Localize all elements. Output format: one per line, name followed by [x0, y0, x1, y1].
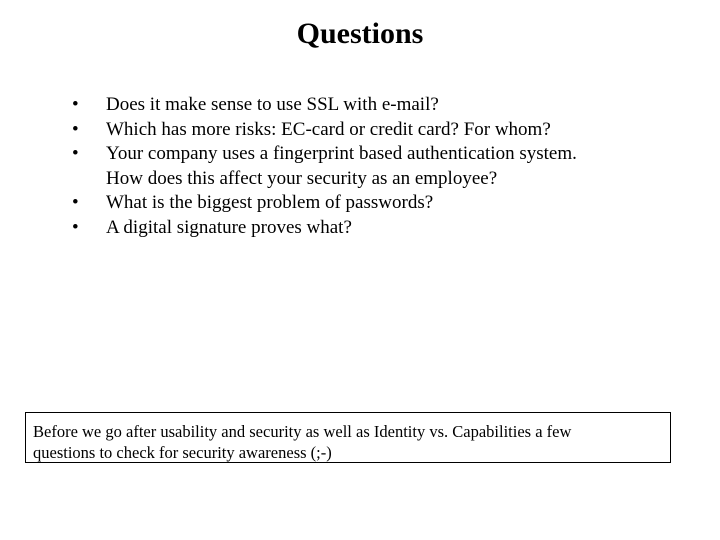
list-item [72, 191, 692, 216]
bullet-icon: • [72, 192, 79, 213]
note-text: Before we go after usability and security as well as Identity vs. Capabilities a few [33, 422, 572, 441]
question-list [72, 93, 692, 240]
bullet-icon: • [72, 216, 79, 238]
note-text-continued: questions to check for security awareness (;-) [33, 443, 332, 462]
list-item [72, 93, 692, 118]
question-text: Your company uses a fingerprint based authentication system. [106, 143, 577, 164]
list-item [72, 142, 692, 191]
question-text-continued: How does this affect your security as an employee? [106, 167, 498, 189]
speaker-note-box [25, 412, 671, 463]
slide-title: Questions [296, 17, 424, 50]
question-text: Which has more risks: EC-card or credit card? For whom? [106, 118, 551, 140]
question-text: What is the biggest problem of passwords? [106, 192, 434, 213]
bullet-icon: • [72, 118, 79, 140]
question-text: A digital signature proves what? [106, 216, 352, 238]
bullet-icon: • [72, 143, 79, 164]
list-item [72, 216, 692, 241]
question-text: Does it make sense to use SSL with e-mail? [106, 94, 439, 115]
bullet-icon: • [72, 94, 79, 115]
list-item [72, 118, 692, 143]
